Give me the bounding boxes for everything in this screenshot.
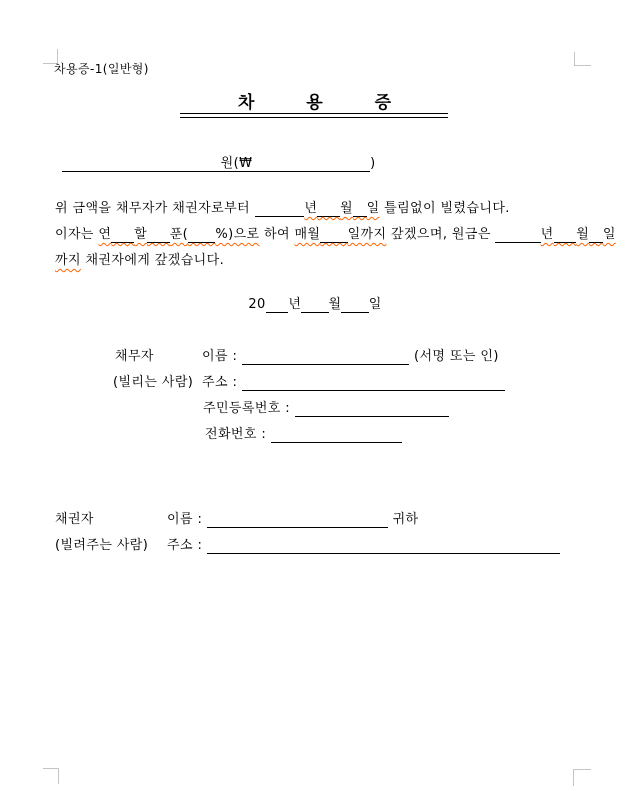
text-segment: 이름 : — [167, 512, 207, 527]
text-segment: 주소 : — [202, 375, 242, 390]
won-currency-label: 원(₩ — [220, 156, 253, 171]
principal-year-blank[interactable] — [495, 227, 540, 243]
amount-number-blank[interactable] — [252, 156, 370, 172]
text-segment: 일 — [366, 201, 380, 216]
margin-mark-bottom-left — [43, 768, 59, 784]
text-segment: 까지 — [55, 253, 81, 268]
debtor-address-blank[interactable] — [242, 375, 505, 391]
creditor-role-sublabel: (빌려주는 사람) — [55, 538, 149, 553]
principal-day-blank[interactable] — [589, 227, 603, 243]
text-segment: 년 — [304, 201, 318, 216]
text-segment: 일까지 — [347, 227, 387, 242]
interest-hal-blank[interactable] — [111, 227, 134, 243]
debtor-role-label: 채무자 — [115, 349, 154, 364]
text-segment: 20 — [248, 297, 266, 312]
creditor-address-blank[interactable] — [207, 538, 561, 554]
date-year-blank[interactable] — [266, 297, 289, 313]
text-segment: 년 — [540, 227, 554, 242]
margin-mark-top-right — [574, 52, 591, 66]
text-segment: 전화번호 : — [205, 427, 271, 442]
debtor-role-sublabel: (빌리는 사람) — [113, 375, 194, 390]
text-segment: 할 — [134, 227, 148, 242]
amount-line — [62, 156, 376, 172]
text-segment: 월 — [576, 227, 590, 242]
text-segment: 주소 : — [167, 538, 207, 553]
year-blank[interactable] — [255, 201, 305, 217]
debtor-phone-blank[interactable] — [271, 427, 402, 443]
margin-mark-bottom-right — [573, 769, 591, 786]
text-segment: 귀하 — [388, 512, 419, 527]
creditor-name-line — [167, 512, 419, 528]
text-segment: 일 — [368, 297, 382, 312]
creditor-name-blank[interactable] — [207, 512, 388, 528]
amount-blank[interactable] — [62, 156, 221, 172]
creditor-role-label: 채권자 — [55, 512, 94, 527]
date-line — [0, 297, 630, 313]
principal-month-blank[interactable] — [554, 227, 577, 243]
body-line-2 — [55, 227, 616, 243]
text-segment: 주민등록번호 : — [203, 401, 295, 416]
doc-type-label: 차용증-1(일반형) — [54, 62, 149, 76]
debtor-name-line — [202, 349, 499, 365]
text-segment: 일 — [602, 227, 616, 242]
debtor-ssn-blank[interactable] — [295, 401, 449, 417]
text-segment: 채권자에게 갚겠습니다. — [80, 253, 225, 268]
interest-percent-blank[interactable] — [188, 227, 215, 243]
text-segment: 년 — [288, 297, 302, 312]
text-segment: 월 — [340, 201, 354, 216]
date-day-blank[interactable] — [341, 297, 368, 313]
debtor-phone-line — [205, 427, 402, 443]
title-double-underline — [180, 113, 448, 118]
text-segment: %)으로 — [215, 227, 260, 242]
text-segment: 갚겠으며, 원금은 — [386, 227, 496, 242]
day-blank[interactable] — [353, 201, 367, 217]
text-segment: 매월 — [294, 227, 321, 242]
text-segment: 푼( — [169, 227, 189, 242]
text-segment: 연 — [98, 227, 112, 242]
text-segment: (서명 또는 인) — [409, 349, 499, 364]
debtor-ssn-line — [203, 401, 449, 417]
debtor-name-blank[interactable] — [242, 349, 410, 365]
date-month-blank[interactable] — [301, 297, 328, 313]
month-blank[interactable] — [317, 201, 340, 217]
text-segment: 이름 : — [202, 349, 242, 364]
creditor-address-line — [167, 538, 560, 554]
debtor-address-line — [202, 375, 505, 391]
body-line-1 — [55, 201, 510, 217]
doc-title: 차 용 증 — [237, 93, 393, 113]
monthly-day-blank[interactable] — [320, 227, 347, 243]
text-segment: 월 — [328, 297, 342, 312]
interest-pun-blank[interactable] — [147, 227, 170, 243]
text-segment: 위 금액을 채무자가 채권자로부터 — [55, 201, 255, 216]
close-paren: ) — [370, 156, 376, 171]
text-segment: 틀림없이 빌렸습니다. — [379, 201, 510, 216]
text-segment: 이자는 — [55, 227, 99, 242]
text-segment: 하여 — [259, 227, 295, 242]
body-line-3 — [55, 253, 224, 269]
